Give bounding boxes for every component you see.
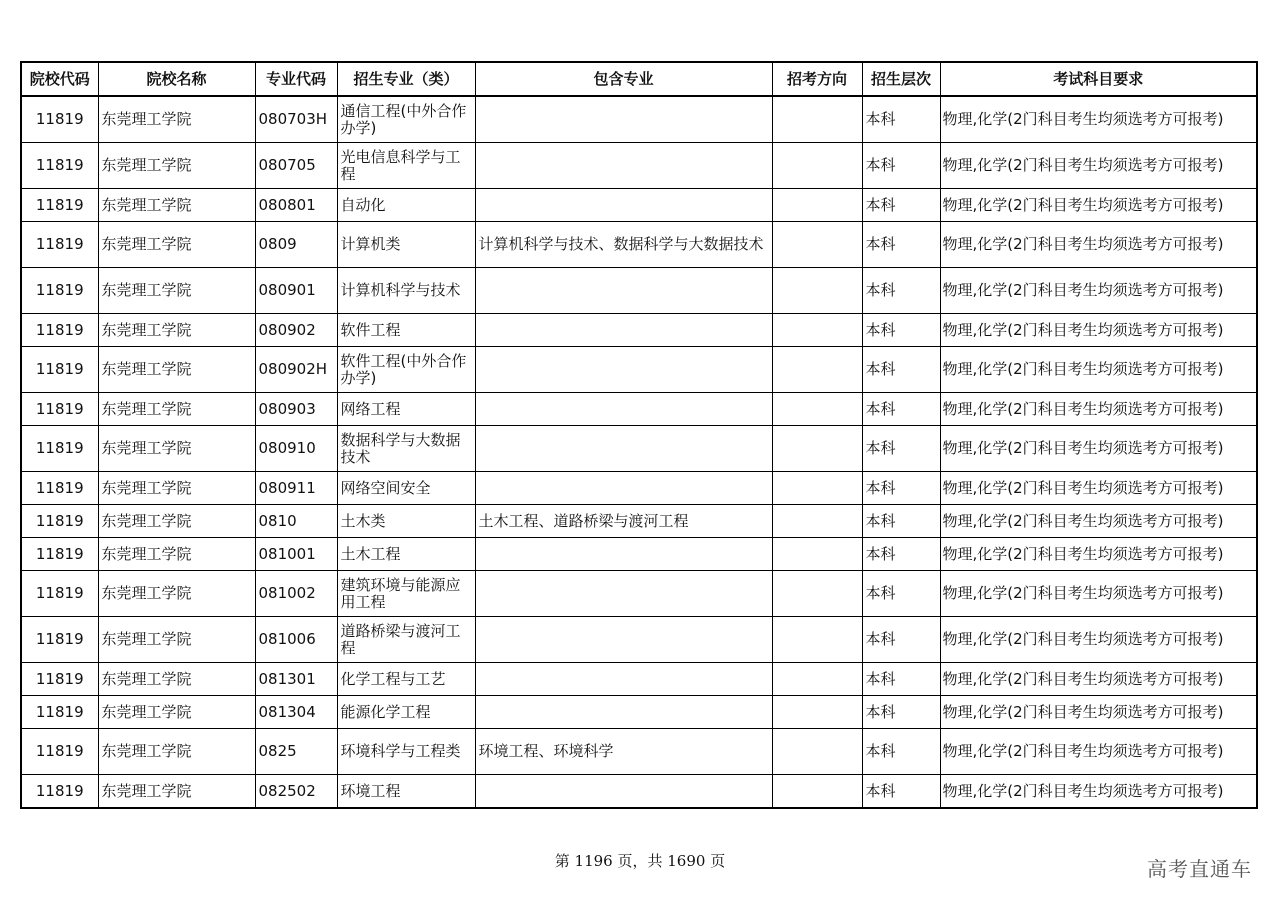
cell-requirement: 物理,化学(2门科目考生均须选考方可报考) (940, 472, 1257, 505)
cell-included (475, 472, 772, 505)
cell-direction (772, 696, 862, 729)
cell-major-code: 080902 (255, 314, 337, 347)
cell-major: 计算机科学与技术 (337, 268, 475, 314)
cell-major: 网络工程 (337, 393, 475, 426)
cell-major-code: 0810 (255, 505, 337, 538)
cell-direction (772, 571, 862, 617)
cell-school-name: 东莞理工学院 (98, 696, 255, 729)
cell-major-code: 081301 (255, 663, 337, 696)
cell-direction (772, 189, 862, 222)
cell-requirement: 物理,化学(2门科目考生均须选考方可报考) (940, 696, 1257, 729)
cell-major-code: 081304 (255, 696, 337, 729)
cell-major: 土木类 (337, 505, 475, 538)
cell-school-code: 11819 (21, 268, 98, 314)
cell-level: 本科 (862, 96, 940, 143)
cell-school-code: 11819 (21, 393, 98, 426)
header-school-code: 院校代码 (21, 62, 98, 96)
cell-level: 本科 (862, 571, 940, 617)
cell-requirement: 物理,化学(2门科目考生均须选考方可报考) (940, 505, 1257, 538)
cell-direction (772, 663, 862, 696)
cell-major: 自动化 (337, 189, 475, 222)
cell-school-code: 11819 (21, 347, 98, 393)
cell-included (475, 314, 772, 347)
cell-direction (772, 538, 862, 571)
cell-school-code: 11819 (21, 222, 98, 268)
cell-school-code: 11819 (21, 729, 98, 775)
header-requirement: 考试科目要求 (940, 62, 1257, 96)
cell-major: 数据科学与大数据技术 (337, 426, 475, 472)
table-row (21, 505, 1257, 538)
cell-direction (772, 472, 862, 505)
cell-major-code: 080902H (255, 347, 337, 393)
cell-school-name: 东莞理工学院 (98, 268, 255, 314)
cell-level: 本科 (862, 696, 940, 729)
cell-requirement: 物理,化学(2门科目考生均须选考方可报考) (940, 538, 1257, 571)
cell-requirement: 物理,化学(2门科目考生均须选考方可报考) (940, 663, 1257, 696)
cell-major-code: 081001 (255, 538, 337, 571)
cell-school-name: 东莞理工学院 (98, 663, 255, 696)
cell-school-name: 东莞理工学院 (98, 775, 255, 809)
cell-school-code: 11819 (21, 189, 98, 222)
table-row (21, 393, 1257, 426)
cell-level: 本科 (862, 347, 940, 393)
cell-school-name: 东莞理工学院 (98, 222, 255, 268)
table-row (21, 729, 1257, 775)
cell-included: 土木工程、道路桥梁与渡河工程 (475, 505, 772, 538)
cell-requirement: 物理,化学(2门科目考生均须选考方可报考) (940, 775, 1257, 809)
cell-included: 计算机科学与技术、数据科学与大数据技术 (475, 222, 772, 268)
cell-included: 环境工程、环境科学 (475, 729, 772, 775)
cell-requirement: 物理,化学(2门科目考生均须选考方可报考) (940, 96, 1257, 143)
cell-major-code: 080910 (255, 426, 337, 472)
header-major-code: 专业代码 (255, 62, 337, 96)
cell-direction (772, 314, 862, 347)
cell-direction (772, 426, 862, 472)
cell-school-name: 东莞理工学院 (98, 571, 255, 617)
cell-school-name: 东莞理工学院 (98, 729, 255, 775)
cell-school-code: 11819 (21, 96, 98, 143)
cell-level: 本科 (862, 775, 940, 809)
table-row (21, 347, 1257, 393)
admission-table (20, 61, 1258, 809)
cell-level: 本科 (862, 426, 940, 472)
table-row (21, 222, 1257, 268)
cell-major: 光电信息科学与工程 (337, 143, 475, 189)
cell-major: 建筑环境与能源应用工程 (337, 571, 475, 617)
cell-school-name: 东莞理工学院 (98, 472, 255, 505)
table-row (21, 268, 1257, 314)
cell-direction (772, 143, 862, 189)
cell-included (475, 696, 772, 729)
table-row (21, 426, 1257, 472)
cell-school-name: 东莞理工学院 (98, 347, 255, 393)
cell-requirement: 物理,化学(2门科目考生均须选考方可报考) (940, 617, 1257, 663)
table-row (21, 143, 1257, 189)
cell-included (475, 775, 772, 809)
cell-direction (772, 268, 862, 314)
cell-school-name: 东莞理工学院 (98, 143, 255, 189)
cell-level: 本科 (862, 729, 940, 775)
cell-requirement: 物理,化学(2门科目考生均须选考方可报考) (940, 571, 1257, 617)
cell-major-code: 080911 (255, 472, 337, 505)
table-row (21, 775, 1257, 809)
cell-requirement: 物理,化学(2门科目考生均须选考方可报考) (940, 222, 1257, 268)
cell-school-name: 东莞理工学院 (98, 189, 255, 222)
cell-level: 本科 (862, 314, 940, 347)
cell-major-code: 080801 (255, 189, 337, 222)
cell-major: 土木工程 (337, 538, 475, 571)
cell-included (475, 347, 772, 393)
cell-school-name: 东莞理工学院 (98, 617, 255, 663)
cell-major: 化学工程与工艺 (337, 663, 475, 696)
table-row (21, 96, 1257, 143)
cell-direction (772, 393, 862, 426)
cell-requirement: 物理,化学(2门科目考生均须选考方可报考) (940, 143, 1257, 189)
cell-major: 软件工程(中外合作办学) (337, 347, 475, 393)
table-header-row (21, 62, 1257, 96)
cell-direction (772, 729, 862, 775)
cell-major-code: 0809 (255, 222, 337, 268)
cell-school-code: 11819 (21, 775, 98, 809)
cell-direction (772, 775, 862, 809)
cell-included (475, 426, 772, 472)
cell-requirement: 物理,化学(2门科目考生均须选考方可报考) (940, 426, 1257, 472)
cell-major-code: 082502 (255, 775, 337, 809)
header-school-name: 院校名称 (98, 62, 255, 96)
cell-school-code: 11819 (21, 505, 98, 538)
header-direction: 招考方向 (772, 62, 862, 96)
cell-level: 本科 (862, 393, 940, 426)
cell-level: 本科 (862, 143, 940, 189)
cell-direction (772, 617, 862, 663)
cell-major: 道路桥梁与渡河工程 (337, 617, 475, 663)
cell-requirement: 物理,化学(2门科目考生均须选考方可报考) (940, 268, 1257, 314)
table-row (21, 663, 1257, 696)
cell-major-code: 080901 (255, 268, 337, 314)
cell-school-name: 东莞理工学院 (98, 96, 255, 143)
cell-requirement: 物理,化学(2门科目考生均须选考方可报考) (940, 729, 1257, 775)
table-row (21, 617, 1257, 663)
cell-school-code: 11819 (21, 571, 98, 617)
cell-major-code: 080703H (255, 96, 337, 143)
cell-school-code: 11819 (21, 538, 98, 571)
table-row (21, 189, 1257, 222)
cell-direction (772, 505, 862, 538)
cell-included (475, 617, 772, 663)
header-level: 招生层次 (862, 62, 940, 96)
cell-level: 本科 (862, 268, 940, 314)
cell-major: 软件工程 (337, 314, 475, 347)
cell-major: 环境科学与工程类 (337, 729, 475, 775)
table-row (21, 472, 1257, 505)
cell-requirement: 物理,化学(2门科目考生均须选考方可报考) (940, 314, 1257, 347)
cell-major: 环境工程 (337, 775, 475, 809)
cell-included (475, 538, 772, 571)
cell-school-code: 11819 (21, 663, 98, 696)
cell-school-name: 东莞理工学院 (98, 314, 255, 347)
cell-school-code: 11819 (21, 426, 98, 472)
cell-major-code: 0825 (255, 729, 337, 775)
cell-included (475, 268, 772, 314)
cell-school-name: 东莞理工学院 (98, 393, 255, 426)
cell-level: 本科 (862, 663, 940, 696)
cell-level: 本科 (862, 472, 940, 505)
cell-included (475, 96, 772, 143)
cell-requirement: 物理,化学(2门科目考生均须选考方可报考) (940, 347, 1257, 393)
cell-major: 能源化学工程 (337, 696, 475, 729)
watermark: 高考直通车 (1147, 857, 1252, 881)
cell-included (475, 393, 772, 426)
cell-major-code: 081006 (255, 617, 337, 663)
cell-school-name: 东莞理工学院 (98, 505, 255, 538)
table-row (21, 696, 1257, 729)
cell-school-code: 11819 (21, 696, 98, 729)
cell-included (475, 143, 772, 189)
header-included: 包含专业 (475, 62, 772, 96)
cell-level: 本科 (862, 538, 940, 571)
cell-direction (772, 222, 862, 268)
cell-level: 本科 (862, 617, 940, 663)
cell-direction (772, 347, 862, 393)
cell-school-code: 11819 (21, 617, 98, 663)
cell-major-code: 080705 (255, 143, 337, 189)
table-body (21, 96, 1257, 808)
cell-major: 计算机类 (337, 222, 475, 268)
cell-requirement: 物理,化学(2门科目考生均须选考方可报考) (940, 189, 1257, 222)
cell-requirement: 物理,化学(2门科目考生均须选考方可报考) (940, 393, 1257, 426)
cell-school-name: 东莞理工学院 (98, 538, 255, 571)
cell-included (475, 663, 772, 696)
table-row (21, 538, 1257, 571)
cell-level: 本科 (862, 189, 940, 222)
table-row (21, 571, 1257, 617)
page-number: 第 1196 页，共 1690 页 (554, 852, 726, 870)
table-row (21, 314, 1257, 347)
cell-school-code: 11819 (21, 472, 98, 505)
cell-school-name: 东莞理工学院 (98, 426, 255, 472)
cell-major: 网络空间安全 (337, 472, 475, 505)
cell-major-code: 080903 (255, 393, 337, 426)
cell-school-code: 11819 (21, 314, 98, 347)
cell-included (475, 571, 772, 617)
cell-included (475, 189, 772, 222)
cell-major-code: 081002 (255, 571, 337, 617)
cell-major: 通信工程(中外合作办学) (337, 96, 475, 143)
cell-level: 本科 (862, 505, 940, 538)
header-major: 招生专业（类） (337, 62, 475, 96)
cell-direction (772, 96, 862, 143)
cell-school-code: 11819 (21, 143, 98, 189)
cell-level: 本科 (862, 222, 940, 268)
